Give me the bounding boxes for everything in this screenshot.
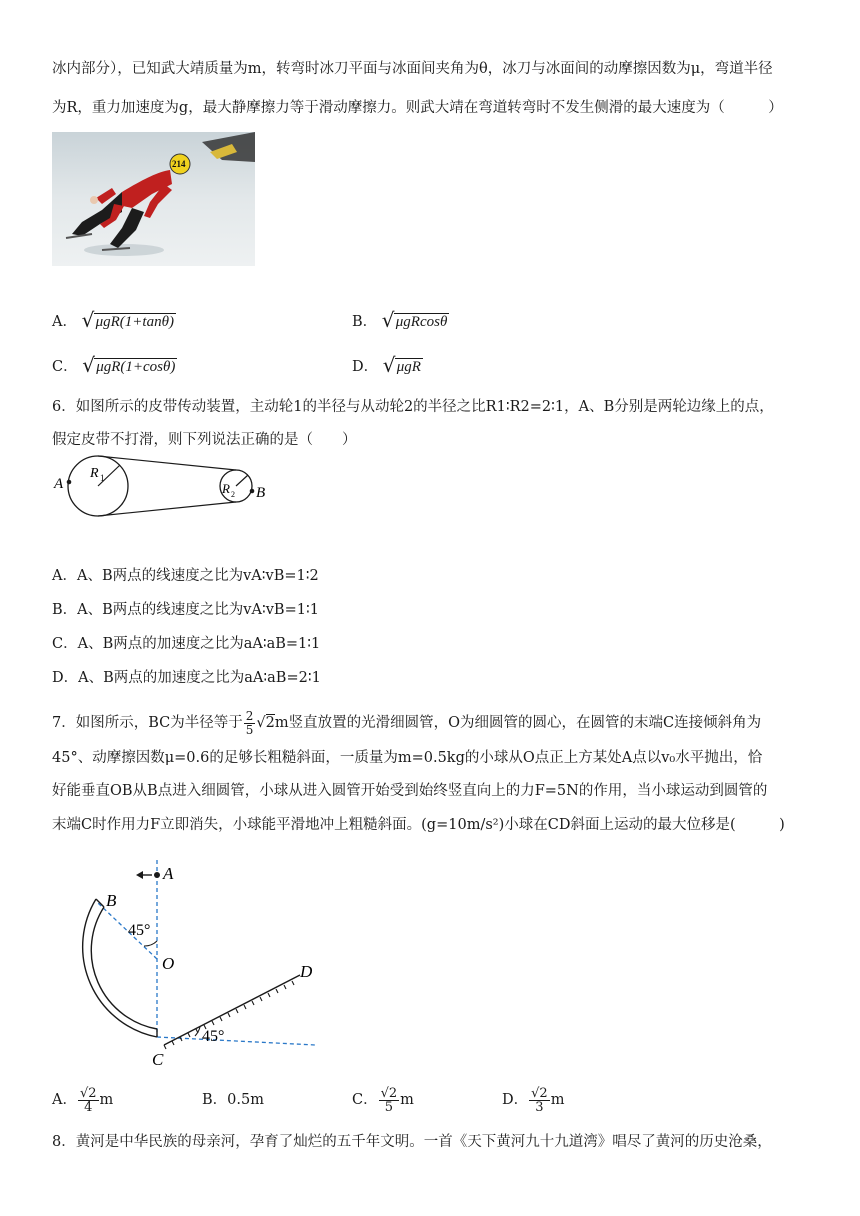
q7-text-line-4: 末端C时作用力F立即消失，小球能平滑地冲上粗糙斜面。(g=10m/s²)小球在CD斜面上运动的最大位移是( ) — [52, 817, 785, 833]
q6-text-line-2: 假定皮带不打滑，则下列说法正确的是（ ） — [52, 432, 357, 448]
q5-option-b-expr: μgRcosθ — [395, 314, 448, 330]
label-r1: R — [90, 466, 99, 481]
q7-sqrt-symbol: √ — [256, 715, 266, 731]
q7-radius-sqrt: 2 — [265, 715, 275, 731]
q5-option-c-expr: μgR(1+cosθ) — [96, 359, 176, 375]
q6-option-d[interactable]: D．A、B两点的加速度之比为aA∶aB=2∶1 — [52, 670, 321, 686]
q6-option-b[interactable]: B．A、B两点的线速度之比为vA∶vB=1∶1 — [52, 602, 319, 618]
q6-option-c[interactable]: C．A、B两点的加速度之比为aA∶aB=1∶1 — [52, 636, 321, 652]
helmet-number: 214 — [172, 159, 186, 169]
label-c: C — [152, 1050, 164, 1069]
point-b-dot — [250, 489, 255, 494]
q5-text-line-2: 为R，重力加速度为g，最大静摩擦力等于滑动摩擦力。则武大靖在弯道转弯时不发生侧滑的最大速度为（ ） — [52, 100, 783, 116]
ball-at-a — [154, 872, 160, 878]
incline-cd — [164, 975, 300, 1045]
q5-text-line-1: 冰内部分），已知武大靖质量为m，转弯时冰刀平面与冰面间夹角为θ，冰刀与冰面间的动摩擦因数为μ，弯道半径 — [52, 61, 773, 77]
label-r2-sub: 2 — [231, 490, 235, 499]
label-r1-sub: 1 — [100, 473, 105, 483]
q7-line1-post: m竖直放置的光滑细圆管，O为细圆管的圆心，在圆管的末端C连接倾斜角为 — [274, 715, 762, 731]
q7-radius-fraction: $\frac{2}{5}$ — [245, 708, 254, 737]
skater-photo — [52, 132, 255, 266]
tube-incline-diagram — [60, 855, 330, 1070]
incline-hatching — [164, 981, 294, 1049]
q7-text-line-3: 好能垂直OB从B点进入细圆管，小球从进入圆管开始受到始终竖直向上的力F=5N的作用，当小球运动到圆管的 — [52, 783, 768, 799]
q5-option-c-letter: C． — [52, 359, 78, 375]
q5-option-d[interactable]: D． √ μgR — [352, 353, 421, 377]
label-a: A — [54, 476, 64, 492]
q5-option-a[interactable]: A． √ μgR(1+tanθ) — [52, 308, 174, 332]
q5-option-d-letter: D． — [352, 359, 379, 375]
label-r2: R — [222, 481, 230, 496]
q5-option-b[interactable]: B． √ μgRcosθ — [352, 308, 448, 332]
q7-line1-pre: 7．如图所示，BC为半径等于 — [52, 715, 243, 731]
belt-top — [98, 456, 236, 470]
q7-option-c[interactable]: C． $\frac{√2}{5}$ m — [352, 1085, 414, 1115]
q8-text-line-1: 8．黄河是中华民族的母亲河，孕育了灿烂的五千年文明。一首《天下黄河九十九道湾》唱尽了黄河的历史沧桑， — [52, 1134, 772, 1150]
belt-bottom — [98, 502, 236, 516]
q7-text-line-1 — [52, 706, 761, 740]
q7-option-b[interactable]: B．0.5m — [202, 1092, 264, 1108]
radius-r2 — [236, 475, 248, 486]
label-b: B — [106, 891, 117, 910]
q7-text-line-2: 45°、动摩擦因数μ=0.6的足够长粗糙斜面，一质量为m=0.5kg的小球从O点正上方某处A点以v₀水平抛出，恰 — [52, 750, 763, 766]
q6-option-a[interactable]: A．A、B两点的线速度之比为vA∶vB=1∶2 — [52, 568, 319, 584]
q5-option-a-letter: A． — [52, 314, 77, 330]
point-a-dot — [67, 480, 72, 485]
label-b: B — [256, 485, 266, 501]
q6-text-line-1: 6．如图所示的皮带传动装置，主动轮1的半径与从动轮2的半径之比R1∶R2=2∶1，A、B分别是两轮边缘上的点， — [52, 399, 774, 415]
q7-option-a[interactable]: A． $\frac{√2}{4}$ m — [52, 1085, 114, 1115]
q5-option-a-expr: μgR(1+tanθ) — [95, 314, 174, 330]
q5-option-b-letter: B． — [352, 314, 378, 330]
q5-option-c[interactable]: C． √ μgR(1+cosθ) — [52, 353, 176, 377]
label-d: D — [300, 962, 313, 981]
label-angle-bottom: 45° — [202, 1028, 225, 1045]
q7-option-d[interactable]: D． $\frac{√2}{3}$ m — [502, 1085, 565, 1115]
belt-drive-diagram — [52, 455, 282, 527]
q5-option-d-expr: μgR — [396, 359, 421, 375]
label-angle-top: 45° — [128, 922, 151, 939]
label-o: O — [162, 954, 175, 973]
label-a: A — [163, 864, 174, 883]
